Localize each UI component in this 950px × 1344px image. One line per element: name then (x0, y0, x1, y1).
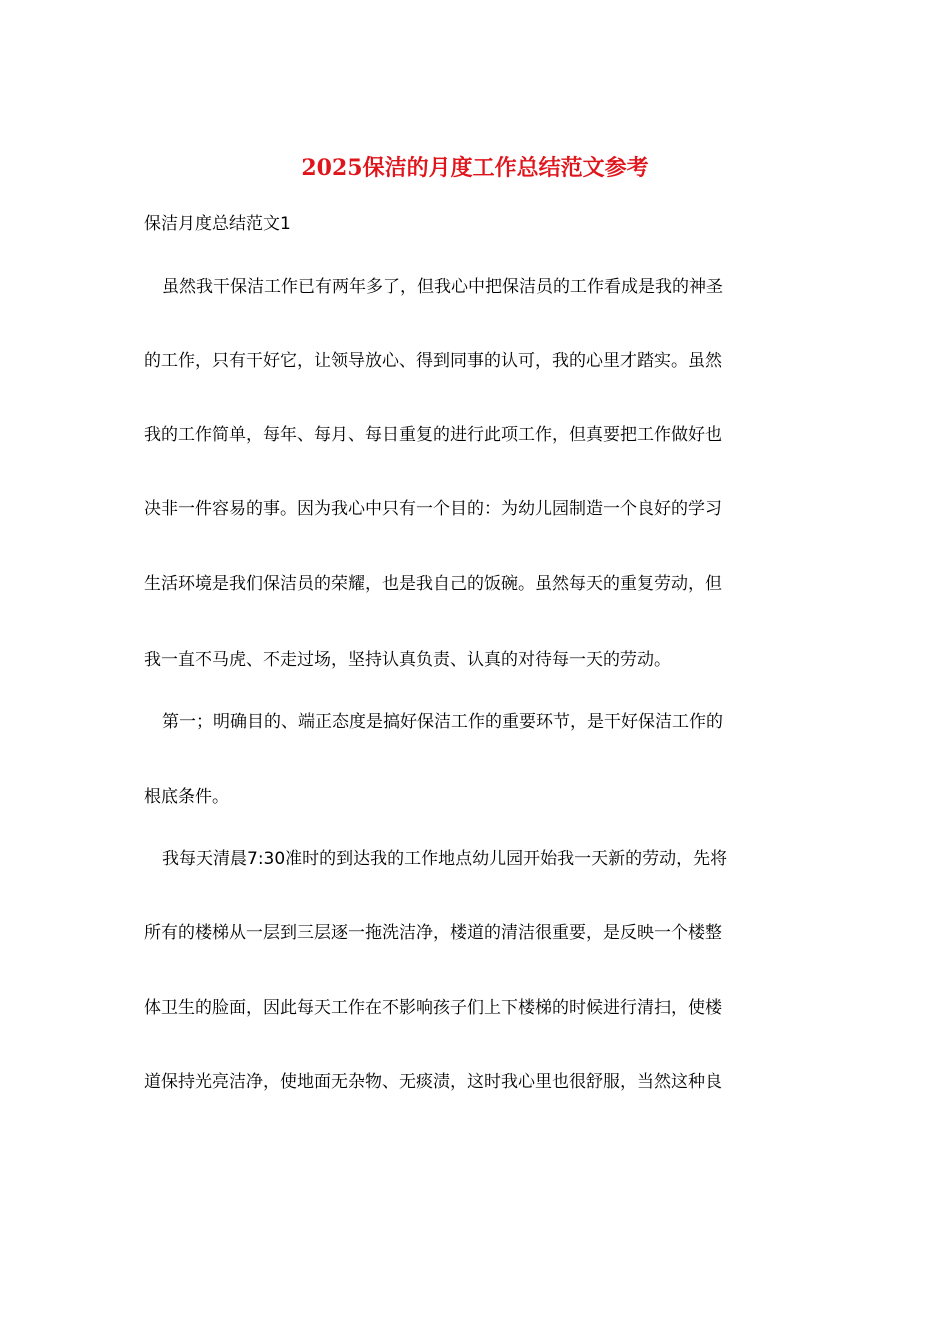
paragraph-line: 道保持光亮洁净，使地面无杂物、无痰渍，这时我心里也很舒服，当然这种良 (144, 1072, 722, 1092)
paragraph-line: 决非一件容易的事。因为我心中只有一个目的：为幼儿园制造一个良好的学习 (144, 499, 722, 519)
paragraph-line: 的工作，只有干好它，让领导放心、得到同事的认可，我的心里才踏实。虽然 (144, 351, 722, 371)
document-title: 2025保洁的月度工作总结范文参考 (301, 155, 649, 181)
paragraph-line: 第一；明确目的、端正态度是搞好保洁工作的重要环节，是干好保洁工作的 (162, 712, 723, 732)
paragraph-line: 我一直不马虎、不走过场，坚持认真负责、认真的对待每一天的劳动。 (144, 650, 671, 670)
paragraph-line: 我每天清晨7:30准时的到达我的工作地点幼儿园开始我一天新的劳动，先将 (162, 849, 728, 869)
section-heading: 保洁月度总结范文1 (144, 214, 291, 234)
paragraph-line: 根底条件。 (144, 787, 229, 807)
paragraph-line: 生活环境是我们保洁员的荣耀，也是我自己的饭碗。虽然每天的重复劳动，但 (144, 574, 722, 594)
paragraph-line: 体卫生的脸面，因此每天工作在不影响孩子们上下楼梯的时候进行清扫，使楼 (144, 998, 722, 1018)
paragraph-line: 虽然我干保洁工作已有两年多了，但我心中把保洁员的工作看成是我的神圣 (162, 277, 723, 297)
paragraph-line: 我的工作简单，每年、每月、每日重复的进行此项工作，但真要把工作做好也 (144, 425, 722, 445)
paragraph-line: 所有的楼梯从一层到三层逐一拖洗洁净，楼道的清洁很重要，是反映一个楼整 (144, 923, 722, 943)
